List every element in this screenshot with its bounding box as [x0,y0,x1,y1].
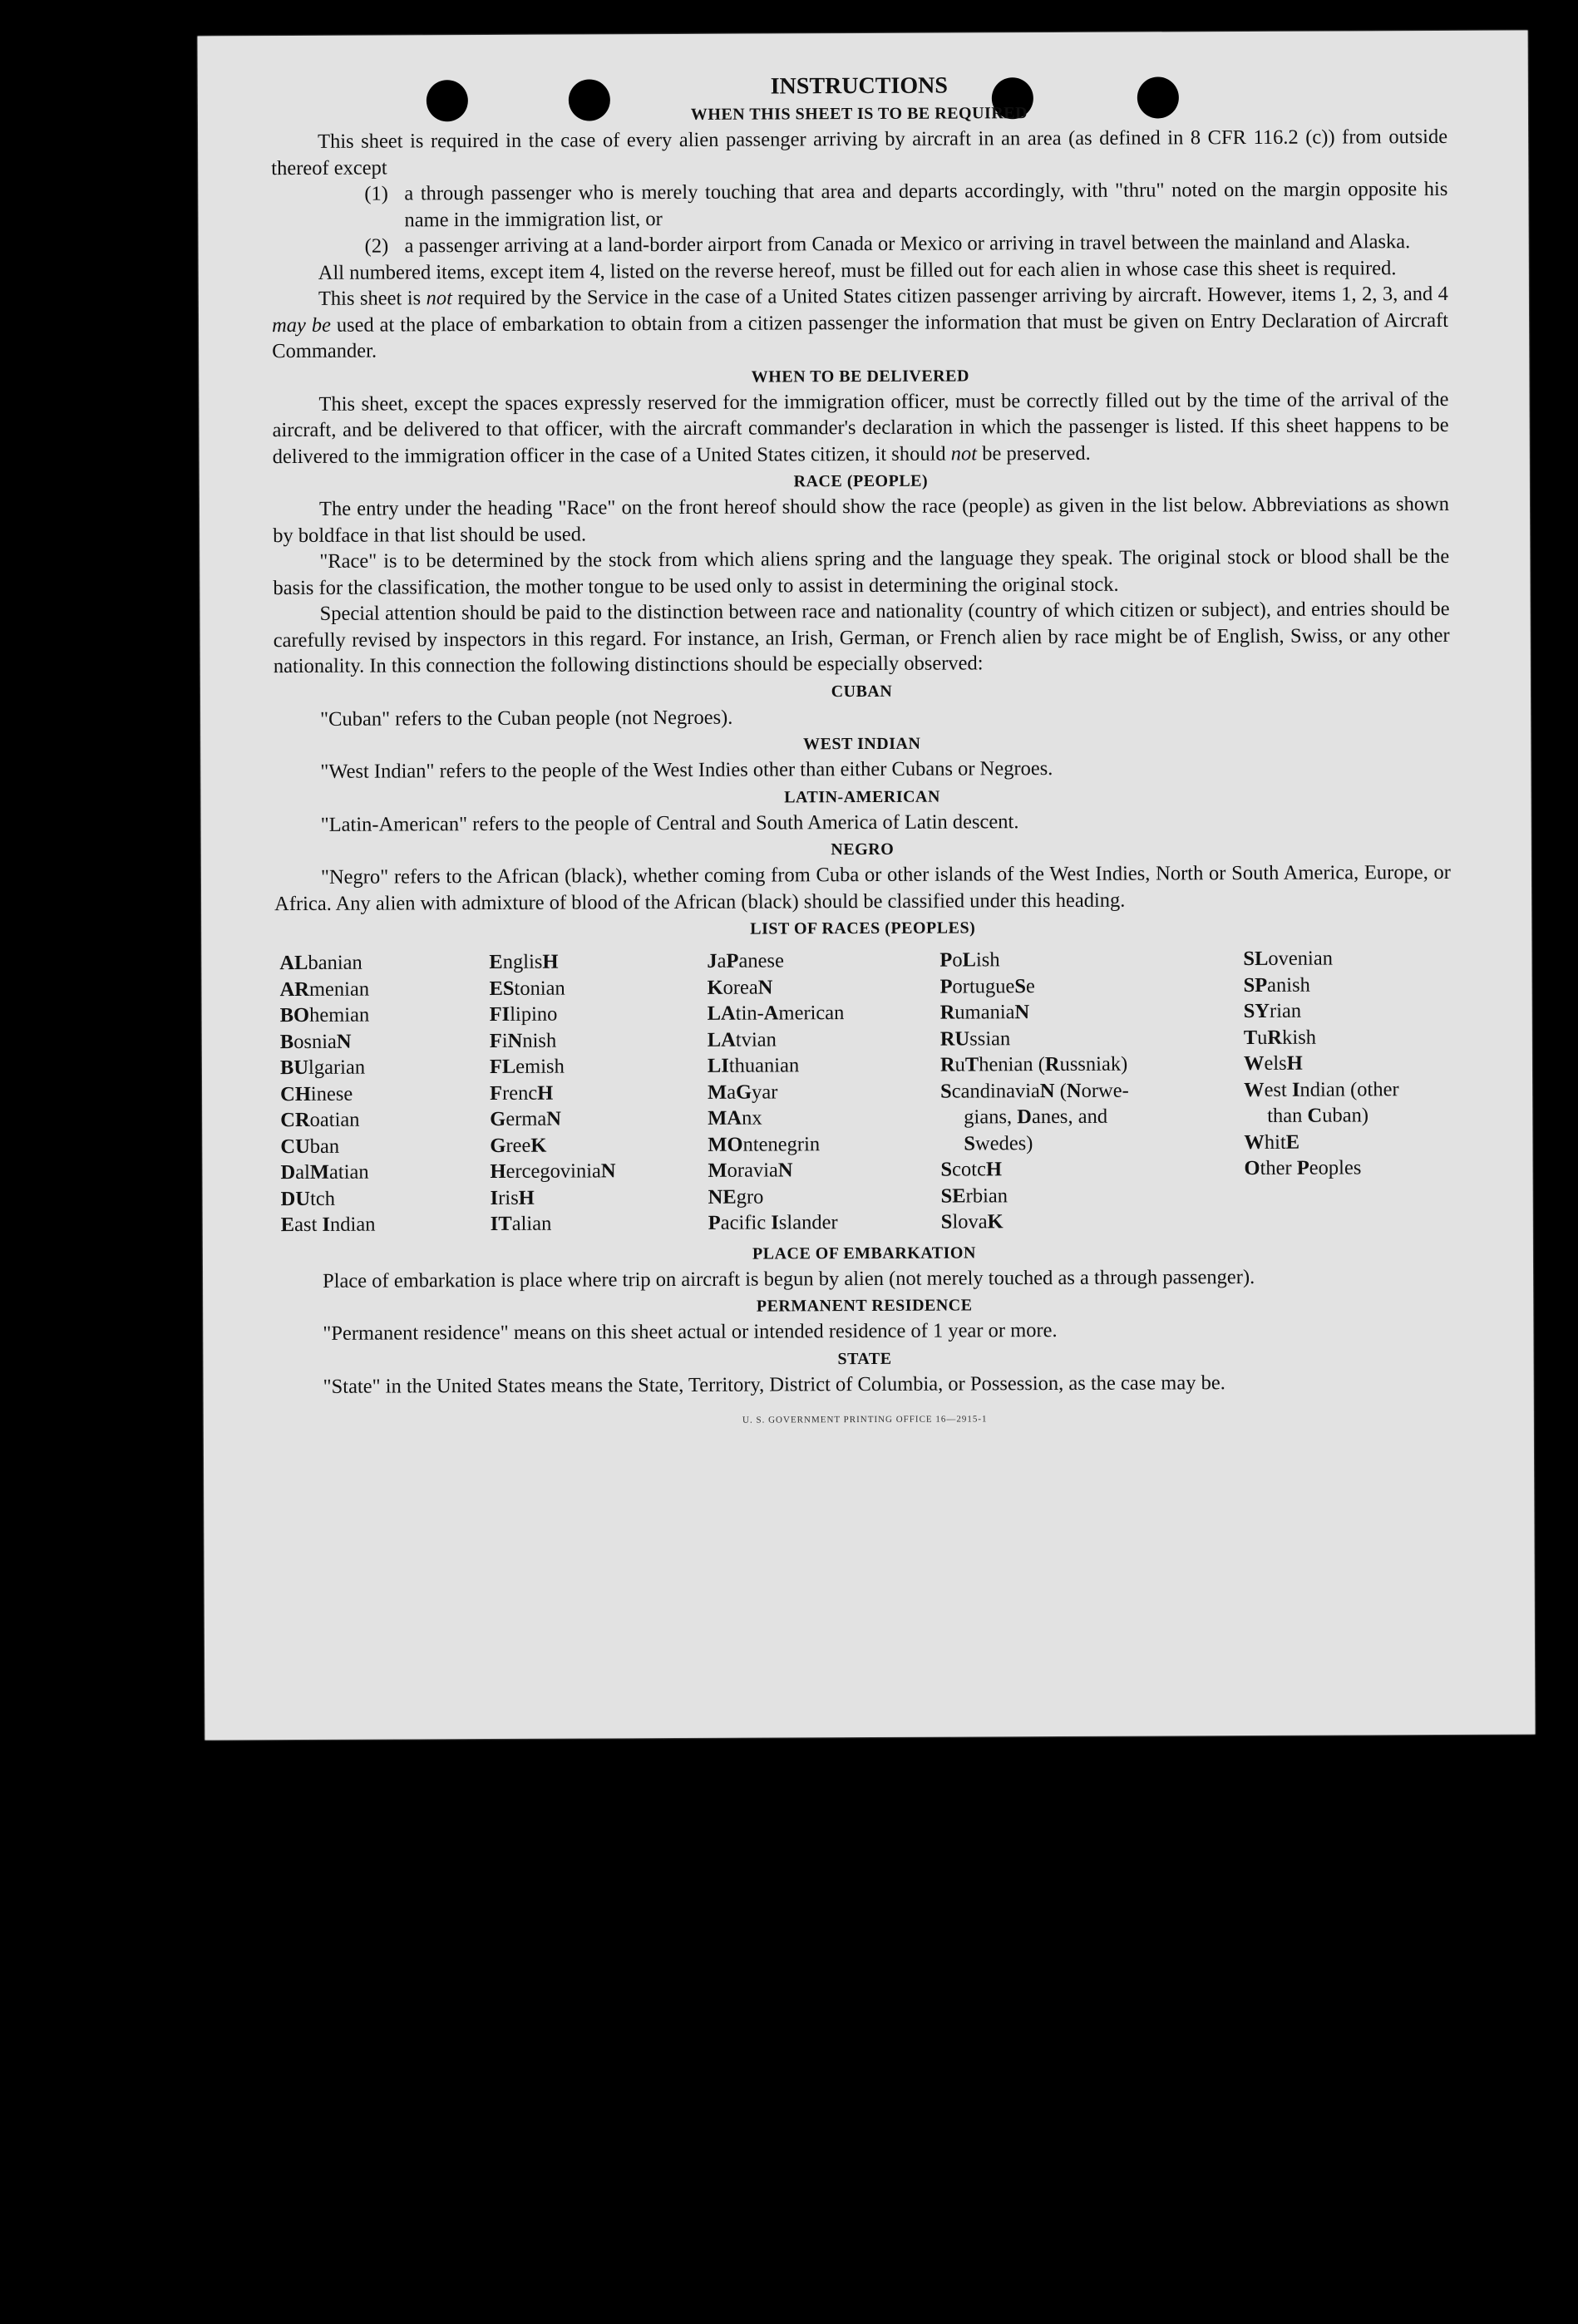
race-column [279,949,491,1238]
race-item: NEgro [708,1185,764,1209]
race-item: RUssian [939,1027,1011,1051]
race-item: Swedes) [964,1131,1033,1155]
race-item: TuRkish [1243,1026,1317,1049]
section-heading: WEST INDIAN [803,734,921,754]
race-item: GermaN [490,1107,562,1130]
paragraph: "Cuban" refers to the Cuban people (not Negroes). [320,706,733,731]
paragraph: "Latin-American" refers to the people of Central and South America of Latin descent. [320,810,1019,836]
race-item: SLovenian [1243,947,1333,971]
race-column [1243,945,1452,1234]
race-item: IrisH [490,1186,535,1209]
race-item: KoreaN [707,975,773,999]
race-item: East Indian [280,1213,376,1237]
section-heading: LIST OF RACES (PEOPLES) [750,918,976,938]
race-list [279,945,1452,1238]
race-item: ARmenian [279,977,370,1001]
race-item: ScandinaviaN (Norwe- [940,1079,1129,1103]
race-item: PortugueSe [939,974,1035,998]
race-item: WelsH [1243,1051,1303,1076]
paragraph: "Negro" refers to the African (black), whether coming from Cuba or other islands of the West Indies, North or South America, Europe, or Africa. Any alien with admixture of blood of the African (black) should be classified under this heading. [274,860,1451,915]
race-item: FLemish [489,1055,565,1078]
race-item: SPanish [1243,973,1310,997]
race-item: CRoatian [280,1108,360,1132]
paragraph: "Permanent residence" means on this sheet actual or intended residence of 1 year or more. [323,1319,1058,1345]
section-heading: WHEN THIS SHEET IS TO BE REQUIRED [690,104,1028,124]
race-item: HercegoviniaN [490,1160,616,1183]
race-column [939,946,1245,1235]
page-title: INSTRUCTIONS [770,72,948,100]
race-item: RumaniaN [939,1001,1030,1024]
section-heading: STATE [837,1349,892,1368]
paragraph: Special attention should be paid to the distinction between race and nationality (country of which citizen or subject), and entries should be carefully revised by inspectors in this regard. For instance, an Irish, German, or French alien by race might be of English, Swiss, or any other nationality. In this connection the following distinctions should be especially observed: [273,597,1450,678]
race-item: Other Peoples [1244,1156,1362,1180]
section-heading: NEGRO [831,839,895,859]
instructions-content [271,71,1453,1436]
paragraph: All numbered items, except item 4, listed on the reverse hereof, must be filled out for each alien in whose case this sheet is required. [318,256,1397,284]
section-heading: LATIN-AMERICAN [784,787,940,806]
race-item: LAtin-American [707,1002,845,1025]
section-heading: PLACE OF EMBARKATION [752,1243,976,1263]
race-item: BosniaN [279,1030,352,1053]
race-item: BOhemian [279,1003,370,1027]
race-item: PoLish [939,948,1000,972]
paragraph: The entry under the heading "Race" on the front hereof should show the race (people) as given in the list below. Abbreviations as shown by boldface in that list should be used. [273,492,1450,547]
race-item: SlovaK [940,1210,1004,1233]
race-item: FIlipino [489,1002,558,1026]
list-item: (1) a through passenger who is merely touching that area and departs accordingly, with "thru" noted on the margin opposite his name in the immigration list, or [364,177,1448,231]
section-heading: PERMANENT RESIDENCE [756,1296,973,1316]
paragraph: Place of embarkation is place where trip on aircraft is begun by alien (not merely touched as a through passenger). [323,1265,1255,1292]
race-item: CHinese [280,1082,353,1105]
race-item: BUlgarian [279,1056,366,1080]
section-heading: WHEN TO BE DELIVERED [751,366,969,387]
race-column [707,948,941,1237]
race-item: gians, Danes, and [964,1105,1108,1129]
race-item: MoraviaN [708,1159,793,1182]
race-item: LIthuanian [707,1054,800,1077]
race-item: EStonian [489,977,565,1000]
paragraph: This sheet is required in the case of every alien passenger arriving by aircraft in an area (as defined in 8 CFR 116.2 (c)) from outside thereof except [271,125,1448,180]
race-item: GreeK [490,1134,547,1157]
race-item: FrencH [490,1081,554,1105]
race-column [489,948,708,1238]
paragraph: This sheet is not required by the Service in the case of a United States citizen passenger arriving by aircraft. However, items 1, 2, 3, and 4 may be used at the place of embarkation to obtain from a citizen passenger the information that must be given on Entry Declaration of Aircraft Commander. [271,282,1449,363]
race-item: WhitE [1244,1130,1300,1154]
race-item: SYrian [1243,999,1302,1023]
race-item: than Cuban) [1267,1104,1369,1127]
race-item: MOntenegrin [708,1132,821,1156]
race-item: RuThenian (Russniak) [939,1052,1128,1076]
race-item: EnglisH [489,950,559,973]
list-item: (2) a passenger arriving at a land-border airport from Canada or Mexico or arriving in travel between the mainland and Alaska. [364,230,1411,258]
race-item: MAnx [708,1106,762,1130]
race-item: SErbian [940,1184,1008,1208]
section-heading: RACE (PEOPLE) [793,471,929,491]
document-sheet [198,31,1536,1741]
race-item: FiNnish [489,1029,557,1052]
race-item: CUban [280,1135,340,1158]
race-item: JaPanese [707,949,784,972]
paragraph: "West Indian" refers to the people of the West Indies other than either Cubans or Negroes. [320,757,1053,783]
race-item: DUtch [280,1187,336,1210]
section-heading: CUBAN [831,682,893,701]
race-item: ITalian [490,1212,552,1235]
paragraph: "State" in the United States means the State, Territory, District of Columbia, or Possession, as the case may be. [323,1371,1225,1398]
race-item: MaGyar [708,1080,778,1104]
paragraph: This sheet, except the spaces expressly reserved for the immigration officer, must be correctly filled out by the time of the arrival of the aircraft, and be delivered to that officer, with the aircraft commander's declaration in which the passenger is listed. If this sheet happens to be delivered to the immigration officer in the case of a United States citizen, it should not be preserved. [272,387,1449,468]
race-item: West Indian (other [1244,1077,1399,1101]
race-item: ALbanian [279,951,362,975]
race-item: LAtvian [707,1027,777,1051]
race-item: DalMatian [280,1160,369,1184]
race-item: Pacific Islander [708,1211,838,1234]
printer-imprint: U. S. GOVERNMENT PRINTING OFFICE 16—2915-1 [742,1414,988,1425]
paragraph: "Race" is to be determined by the stock from which aliens spring and the language they speak. The original stock or blood shall be the basis for the classification, the mother tongue to be used only to assist in determining the original stock. [273,544,1450,599]
race-item: ScotcH [940,1158,1003,1181]
